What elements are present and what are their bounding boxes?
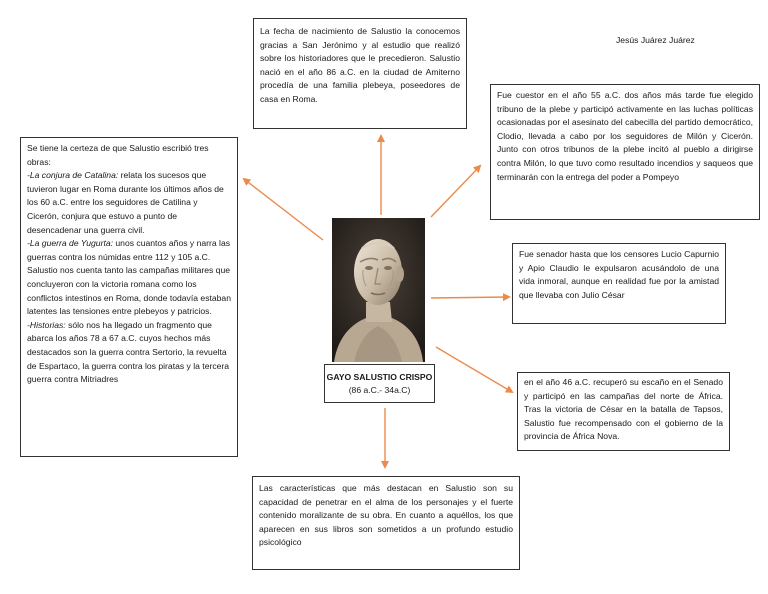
quaestor-text: Fue cuestor en el año 55 a.C. dos años más tarde fue elegido tribuno de la plebe y participó activamente en las luchas políticas ocasionadas por el asesinato del cabecilla del partido democrático, Clodio, llevada a cabo por los seguidores de Milón y Cicerón. Junto con otros tribunos de la plebe incitó al pueblo a dirigirse contra Milón, lo que tuvo como resultado incendios y saqueos que terminarán con la entrega del poder a Pompeyo [497,90,753,182]
africa-box [517,372,730,451]
bust-portrait [332,218,425,362]
work-1-text: relata los sucesos que tuvieron lugar en Roma durante los últimos años de los 60 a.C. entre los seguidores de Catilina y Cicerón, conjura que estuvo a punto de desencadenar una guerra civil. [27,170,224,235]
birth-text: La fecha de nacimiento de Salustio la conocemos gracias a San Jerónimo y al estudio que realizó sobre los historiadores que le precedieron. Salustio nació en el año 86 a.C. en la ciudad de Amiterno procedía de una familia plebeya, poseedores de casa en Roma. [260,26,460,104]
author-name: Jesús Juárez Juárez [616,35,695,45]
work-3-title: -Historias: [27,319,66,330]
senator-text: Fue senador hasta que los censores Lucio Capurnio y Apio Claudio le expulsaron acusándolo de una vida inmoral, aunque en realidad fue por la amistad que llevaba con Julio César [519,249,719,300]
traits-box [252,476,520,570]
subject-title-box [324,364,435,403]
work-1-title: -La conjura de Catalina: [27,170,119,181]
senator-box [512,243,726,324]
work-2-title: -La guerra de Yugurta: [27,238,113,249]
work-2-text: unos cuantos años y narra las guerras contra los númidas entre 112 y 105 a.C. Salustio nos cuenta tanto las campañas militares que concluyeron con la victoria romana como los conflictos intestinos en Roma, donde todavía estaban latentes las tensiones entre plebeyos y patricios. [27,238,231,317]
works-intro: Se tiene la certeza de que Salustio escribió tres obras: [27,143,209,167]
africa-text: en el año 46 a.C. recuperó su escaño en el Senado y participó en las campañas del norte de África. Tras la victoria de César en la batalla de Tapsos, Salustio fue recompensado con el gobierno de la provincia de África Nova. [524,377,723,442]
quaestor-box [490,84,760,220]
subject-name: GAYO SALUSTIO CRISPO [326,372,433,382]
arrow-to-africa [436,347,512,392]
subject-dates: (86 a.C.- 34a.C) [348,385,411,395]
arrow-to-works [244,179,323,240]
birth-box [253,18,467,129]
works-box [20,137,238,457]
arrow-to-quaestor [431,166,480,217]
work-3-text: sólo nos ha llegado un fragmento que abarca los años 78 a 67 a.C. cuyos hechos más destacados son la guerra contra Sertorio, la revuelta de Espartaco, la guerra contra los piratas y la tercera guerra contra Mitriadres [27,319,230,385]
traits-text: Las características que más destacan en Salustio son su capacidad de penetrar en el alma de los personajes y el fuerte contenido moralizante de su obra. En cuanto a aquéllos, los que aparecen en sus libros son sometidos a un profundo estudio psicológico [259,483,513,548]
arrow-to-senator [431,297,509,298]
